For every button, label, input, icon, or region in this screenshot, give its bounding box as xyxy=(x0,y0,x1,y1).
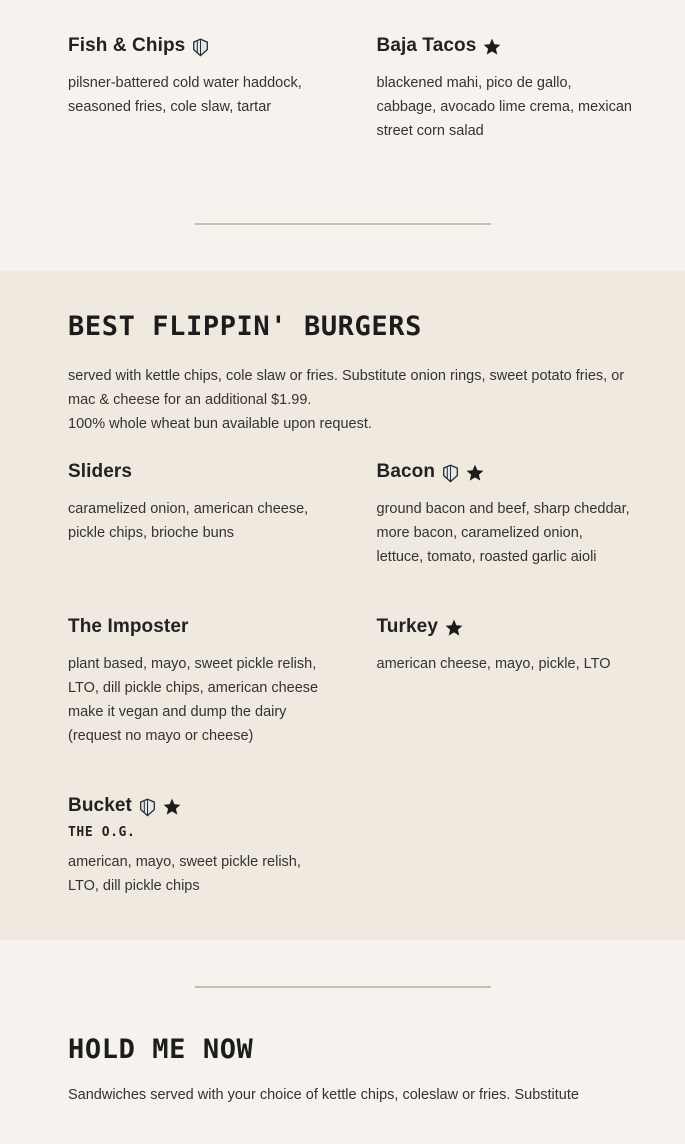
burgers-section xyxy=(0,271,685,940)
menu-item xyxy=(68,796,325,898)
menu-item-header xyxy=(377,617,634,638)
burgers-note-line-1: served with kettle chips, cole slaw or fries. Substitute onion rings, sweet potato xyxy=(68,367,572,384)
burgers-note-line-3: 100% whole wheat bun available upon request. xyxy=(68,415,372,432)
menu-item-header xyxy=(68,617,325,638)
star-icon xyxy=(466,464,484,482)
burgers-section-inner xyxy=(0,311,685,898)
section-title-burgers: BEST FLIPPIN' BURGERS xyxy=(68,310,422,342)
top-items-section xyxy=(0,0,685,177)
menu-item-description: plant based, mayo, sweet pickle relish, LTO, dill pickle chips, american cheese make it vegan and dump the dairy (request no mayo or cheese) xyxy=(68,655,319,744)
menu-item-description: blackened mahi, pico de gallo, cabbage, avocado lime crema, mexican street corn salad xyxy=(376,74,632,139)
menu-item-name: Sliders xyxy=(68,460,133,482)
menu-item-header xyxy=(377,36,634,57)
top-items-grid xyxy=(68,36,633,177)
menu-item-header xyxy=(68,796,325,817)
vegan-icon xyxy=(139,798,156,817)
menu-item-description: pilsner-battered cold water haddock, seasoned fries, cole slaw, tartar xyxy=(68,74,302,115)
menu-item-subtitle: THE O.G. xyxy=(68,824,136,840)
menu-item-name: The Imposter xyxy=(68,615,189,637)
menu-item-description: american, mayo, sweet pickle relish, LTO, dill pickle chips xyxy=(68,853,301,894)
menu-item-description: caramelized onion, american cheese, pickle chips, brioche buns xyxy=(68,500,309,541)
menu-item xyxy=(68,617,325,748)
menu-item-description: american cheese, mayo, pickle, LTO xyxy=(376,655,611,672)
menu-item-name: Baja Tacos xyxy=(376,35,477,56)
menu-item-header xyxy=(68,462,325,483)
divider-line xyxy=(195,223,491,225)
star-icon xyxy=(445,619,463,637)
vegan-icon xyxy=(192,38,209,57)
menu-item-name: Fish & Chips xyxy=(68,35,186,56)
menu-item xyxy=(377,36,634,143)
burgers-items-grid xyxy=(68,462,633,898)
menu-item-header xyxy=(377,462,634,483)
star-icon xyxy=(483,38,501,56)
burgers-note-line-2: fries, or mac & cheese for an additional $1.99. xyxy=(68,367,625,408)
menu-item-name: Bucket xyxy=(68,794,132,816)
star-icon xyxy=(163,798,181,816)
menu-item xyxy=(68,36,325,143)
vegan-icon xyxy=(442,464,459,483)
menu-item-header xyxy=(68,36,325,57)
menu-item xyxy=(68,462,325,569)
divider-line xyxy=(195,986,491,988)
menu-item-description: ground bacon and beef, sharp cheddar, more bacon, caramelized onion, lettuce, tomato, roasted garlic aioli xyxy=(376,500,630,565)
menu-item-name: Bacon xyxy=(376,460,436,482)
menu-item-name: Turkey xyxy=(376,615,438,637)
hold-me-now-note: Sandwiches served with your choice of kettle chips, coleslaw or fries. Substitute xyxy=(68,1086,579,1103)
menu-item xyxy=(377,617,634,748)
section-title-hold-me-now: HOLD ME NOW xyxy=(68,1033,254,1065)
burgers-section-note xyxy=(68,364,633,436)
menu-item xyxy=(377,462,634,569)
hold-me-now-section xyxy=(0,1034,685,1107)
